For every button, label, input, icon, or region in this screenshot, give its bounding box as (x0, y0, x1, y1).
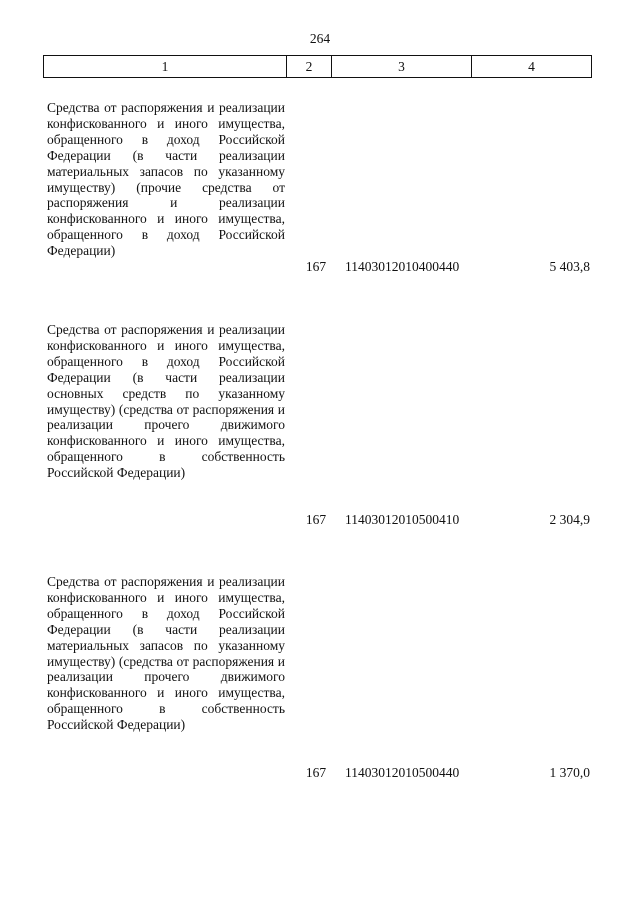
column-header-4: 4 (472, 56, 592, 78)
row-kbk: 11403012010400440 (345, 259, 460, 274)
page-number: 264 (309, 31, 331, 46)
column-header-2: 2 (287, 56, 332, 78)
row-name: Средства от распоряжения и реализации конфискованного и иного имущества, обращенного в доход Российской Федерации (в части реализации материальных запасов по указанному имуществу) (средства от распоряжения и реализации прочего движимого конфискованного и иного имущества, обращенного в собственность Российской Федерации) (47, 574, 285, 733)
row-admin-code: 167 (305, 512, 327, 527)
row-amount: 5 403,8 (549, 259, 590, 274)
row-amount: 1 370,0 (549, 765, 590, 780)
row-kbk: 11403012010500440 (345, 765, 460, 780)
row-admin-code: 167 (305, 765, 327, 780)
column-header-table (43, 55, 592, 78)
row-name: Средства от распоряжения и реализации конфискованного и иного имущества, обращенного в доход Российской Федерации (в части реализации материальных запасов по указанному имуществу) (прочие средства от распоряжения и реализации конфискованного и иного имущества, обращенного в доход Российской Федерации) (47, 100, 285, 259)
column-header-3: 3 (332, 56, 472, 78)
row-kbk: 11403012010500410 (345, 512, 460, 527)
row-admin-code: 167 (305, 259, 327, 274)
row-amount: 2 304,9 (549, 512, 590, 527)
column-header-1: 1 (44, 56, 287, 78)
row-name: Средства от распоряжения и реализации конфискованного и иного имущества, обращенного в доход Российской Федерации (в части реализации основных средств по указанному имуществу) (средства от распоряжения и реализации прочего движимого конфискованного и иного имущества, обращенного в собственность Российской Федерации) (47, 322, 285, 481)
column-header-row (44, 56, 592, 78)
